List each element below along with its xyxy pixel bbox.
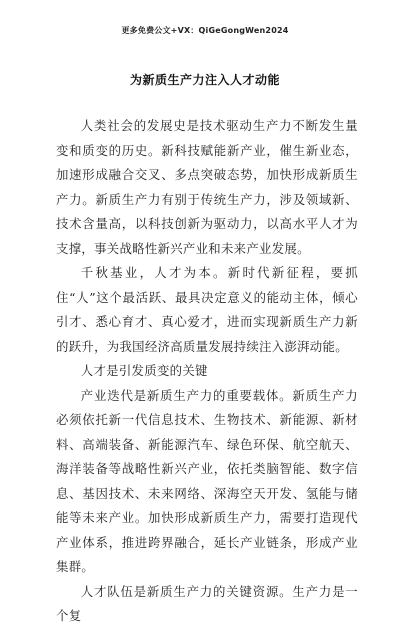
paragraph: 产业迭代是新质生产力的重要载体。新质生产力必须依托新一代信息技术、生物技术、新能源、新材料、高端装备、新能源汽车、绿色环保、航空航天、海洋装备等战略性新兴产业，依托类脑智能、数字信息、基因技术、未来网络、深海空天开发、氢能与储能等未来产业。加快形成新质生产力，需要打造现代产业体系，推进跨界融合，延长产业链条，形成产业集群。 xyxy=(56,387,358,574)
document-title: 为新质生产力注入人才动能 xyxy=(129,73,280,87)
paragraph: 人类社会的发展史是技术驱动生产力不断发生量变和质变的历史。新科技赋能新产业，催生新业态，加速形成融合交叉、多点突破态势，加快形成新质生产力。新质生产力有别于传统生产力，涉及领域新、技术含量高，以科技创新为驱动力，以高水平人才为支撑，事关战略性新兴产业和未来产业发展。 xyxy=(56,118,358,256)
header-note: 更多免费公文+VX：QiGeGongWen2024 xyxy=(121,26,289,35)
document-body xyxy=(56,114,358,629)
section-heading: 人才是引发质变的关键 xyxy=(80,363,208,378)
paragraph: 人才队伍是新质生产力的关键资源。生产力是一个复 xyxy=(56,583,358,623)
paragraph: 千秋基业，人才为本。新时代新征程，要抓住“人”这个最活跃、最具决定意义的能动主体，倾心引才、悉心育才、真心爱才，进而实现新质生产力新的跃升，为我国经济高质量发展持续注入澎湃动能。 xyxy=(56,265,358,354)
